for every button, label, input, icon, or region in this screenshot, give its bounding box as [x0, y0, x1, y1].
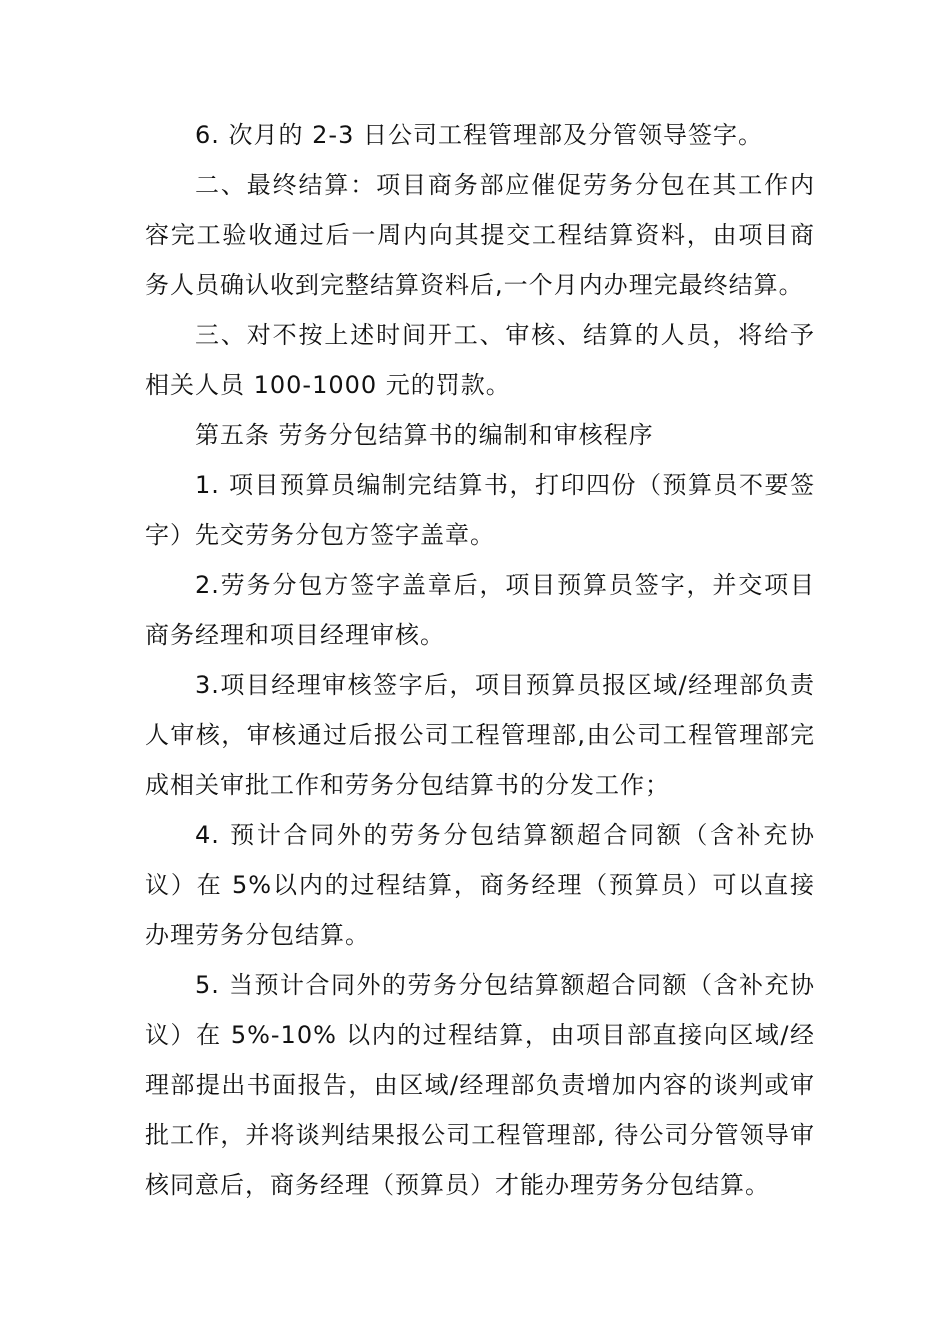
paragraph-step-5: 5. 当预计合同外的劳务分包结算额超合同额（含补充协议）在 5%-10% 以内的过程结算，由项目部直接向区域/经理部提出书面报告，由区域/经理部负责增加内容的谈判或审批工作，并将谈判结果报公司工程管理部, 待公司分管领导审核同意后，商务经理（预算员）才能办理劳务分包结算。 — [145, 971, 815, 1199]
paragraph-final-settlement: 二、最终结算：项目商务部应催促劳务分包在其工作内容完工验收通过后一周内向其提交工程结算资料，由项目商务人员确认收到完整结算资料后,一个月内办理完最终结算。 — [145, 171, 815, 299]
paragraph-step-2: 2.劳务分包方签字盖章后，项目预算员签字，并交项目商务经理和项目经理审核。 — [145, 571, 815, 649]
paragraph-item-6: 6. 次月的 2-3 日公司工程管理部及分管领导签字。 — [195, 121, 763, 149]
paragraph-step-3: 3.项目经理审核签字后，项目预算员报区域/经理部负责人审核，审核通过后报公司工程管理部,由公司工程管理部完成相关审批工作和劳务分包结算书的分发工作； — [145, 671, 815, 799]
paragraph-step-4: 4. 预计合同外的劳务分包结算额超合同额（含补充协议）在 5%以内的过程结算，商务经理（预算员）可以直接办理劳务分包结算。 — [145, 821, 815, 949]
paragraph-penalty: 三、对不按上述时间开工、审核、结算的人员，将给予相关人员 100-1000 元的罚款。 — [145, 321, 815, 399]
section-heading-article-5: 第五条 劳务分包结算书的编制和审核程序 — [195, 421, 654, 449]
document-body — [145, 110, 815, 1210]
paragraph-step-1: 1. 项目预算员编制完结算书，打印四份（预算员不要签字）先交劳务分包方签字盖章。 — [145, 471, 815, 549]
